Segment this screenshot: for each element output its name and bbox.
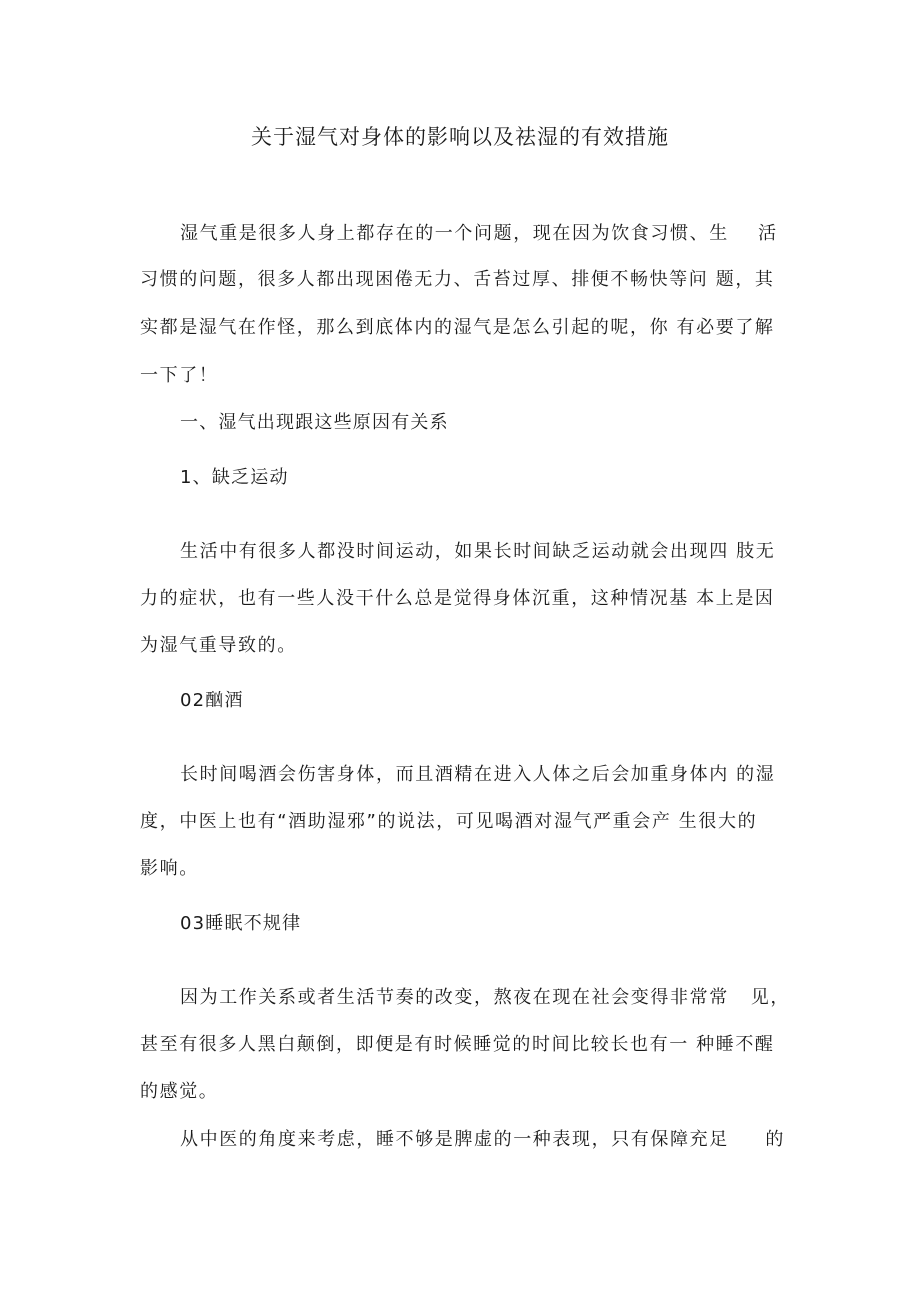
paragraph-2-line-3: 为湿气重导致的。 <box>140 635 297 656</box>
paragraph-3-line-2: 度，中医上也有“酒助湿邪”的说法，可见喝酒对湿气严重会产 生很大的 <box>140 811 758 832</box>
section-heading-1: 一、湿气出现跟这些原因有关系 <box>180 412 449 433</box>
subheading-drinking: 02酗酒 <box>180 690 244 711</box>
paragraph-1-line-2: 习惯的问题，很多人都出现困倦无力、舌苔过厚、排便不畅快等问 题，其 <box>140 269 775 290</box>
subheading-irregular-sleep: 03睡眠不规律 <box>180 913 302 934</box>
paragraph-4-line-3: 的感觉。 <box>140 1081 219 1102</box>
subheading-lack-of-exercise: 1、缺乏运动 <box>180 467 289 488</box>
paragraph-4-line-2: 甚至有很多人黑白颠倒，即便是有时候睡觉的时间比较长也有一 种睡不醒 <box>140 1034 775 1055</box>
paragraph-4-line-1: 因为工作关系或者生活节奏的改变，熬夜在现在社会变得非常常 见， <box>180 987 790 1008</box>
paragraph-1-line-3: 实都是湿气在作怪，那么到底体内的湿气是怎么引起的呢，你 有必要了解 <box>140 317 775 338</box>
paragraph-1-line-1: 湿气重是很多人身上都存在的一个问题，现在因为饮食习惯、生 活 <box>180 223 778 244</box>
paragraph-3-line-1: 长时间喝酒会伤害身体，而且酒精在进入人体之后会加重身体内 的湿 <box>180 764 776 785</box>
paragraph-2-line-2: 力的症状，也有一些人没干什么总是觉得身体沉重，这种情况基 本上是因 <box>140 588 775 609</box>
paragraph-3-line-3: 影响。 <box>140 858 199 879</box>
paragraph-1-line-4: 一下了！ <box>140 365 219 386</box>
paragraph-5-line-1: 从中医的角度来考虑，睡不够是脾虚的一种表现，只有保障充足 的 <box>180 1129 786 1150</box>
document-title: 关于湿气对身体的影响以及祛湿的有效措施 <box>251 125 669 149</box>
paragraph-2-line-1: 生活中有很多人都没时间运动，如果长时间缺乏运动就会出现四 肢无 <box>180 541 776 562</box>
